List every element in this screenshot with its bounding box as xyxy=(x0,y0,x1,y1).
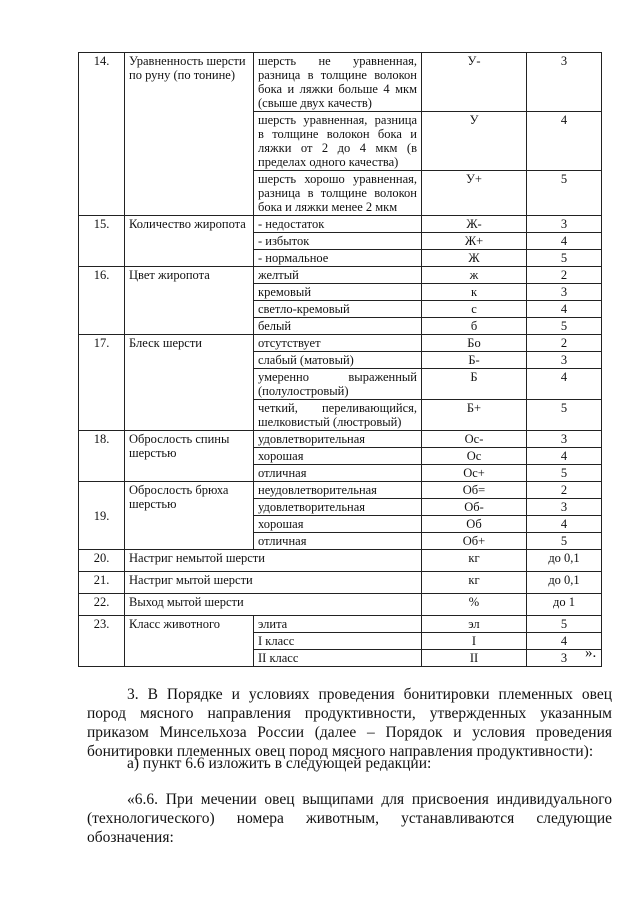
value-description: шерсть хорошо уравненная, разница в толщине волокон бока и ляжки менее 2 мкм xyxy=(254,171,422,216)
score: 3 xyxy=(527,650,602,667)
classification-table xyxy=(78,52,602,667)
value-code: Б- xyxy=(422,352,527,369)
value-code: Бо xyxy=(422,335,527,352)
value-description: I класс xyxy=(254,633,422,650)
value-code: Б+ xyxy=(422,400,527,431)
value-description: четкий, переливающийся, шелковистый (люстровый) xyxy=(254,400,422,431)
value-code: Ж+ xyxy=(422,233,527,250)
paragraph-3: 3. В Порядке и условиях проведения бонитировки племенных овец пород мясного направления продуктивности, утвержденных указанным приказом Минсельхоза России (далее – Порядок и условия проведения бонитировки племенных овец пород мясного направления продуктивности): xyxy=(87,686,612,760)
value-description: отличная xyxy=(254,465,422,482)
table-row xyxy=(79,335,602,352)
value-description: отсутствует xyxy=(254,335,422,352)
score: 2 xyxy=(527,267,602,284)
score: 5 xyxy=(527,318,602,335)
table-row xyxy=(79,53,602,112)
score: 2 xyxy=(527,482,602,499)
paragraph-a: а) пункт 6.6 изложить в следующей редакции: xyxy=(127,755,432,772)
parameter-name: Количество жиропота xyxy=(125,216,254,267)
value-code: У+ xyxy=(422,171,527,216)
row-number: 15. xyxy=(79,216,125,267)
score: 2 xyxy=(527,335,602,352)
value-code: с xyxy=(422,301,527,318)
parameter-name: Уравненность шерсти по руну (по тонине) xyxy=(125,53,254,216)
value-description: белый xyxy=(254,318,422,335)
row-number: 14. xyxy=(79,53,125,216)
value-description: удовлетворительная xyxy=(254,431,422,448)
value-code: II xyxy=(422,650,527,667)
parameter-name: Блеск шерсти xyxy=(125,335,254,431)
parameter-name: Настриг немытой шерсти xyxy=(125,550,422,572)
value-description: - избыток xyxy=(254,233,422,250)
value-description: удовлетворительная xyxy=(254,499,422,516)
value-description: слабый (матовый) xyxy=(254,352,422,369)
table-row xyxy=(79,550,602,572)
score: 3 xyxy=(527,499,602,516)
value-code: Ос xyxy=(422,448,527,465)
paragraph-6-6: «6.6. При мечении овец выщипами для присвоения индивидуального (технологического) номера животным, устанавливаются следующие обозначения: xyxy=(87,791,612,846)
score: 5 xyxy=(527,616,602,633)
value-code: эл xyxy=(422,616,527,633)
score: 5 xyxy=(527,465,602,482)
value-description: умеренно выраженный (полулостровый) xyxy=(254,369,422,400)
value-description: неудовлетворительная xyxy=(254,482,422,499)
row-number: 22. xyxy=(79,594,125,616)
table-row xyxy=(79,216,602,233)
row-number: 20. xyxy=(79,550,125,572)
value-code: к xyxy=(422,284,527,301)
table-row xyxy=(79,431,602,448)
score: 5 xyxy=(527,400,602,431)
score: до 1 xyxy=(527,594,602,616)
score: 3 xyxy=(527,352,602,369)
score: 3 xyxy=(527,431,602,448)
row-number: 17. xyxy=(79,335,125,431)
score: 4 xyxy=(527,301,602,318)
value-code: ж xyxy=(422,267,527,284)
value-description: отличная xyxy=(254,533,422,550)
value-code: Об+ xyxy=(422,533,527,550)
score: 3 xyxy=(527,284,602,301)
table-row xyxy=(79,594,602,616)
value-description: II класс xyxy=(254,650,422,667)
value-code: Б xyxy=(422,369,527,400)
value-code: Ж xyxy=(422,250,527,267)
value-description: - нормальное xyxy=(254,250,422,267)
value-code: кг xyxy=(422,572,527,594)
value-code: Об xyxy=(422,516,527,533)
score: до 0,1 xyxy=(527,550,602,572)
value-code: Ж- xyxy=(422,216,527,233)
value-description: хорошая xyxy=(254,448,422,465)
row-number: 18. xyxy=(79,431,125,482)
parameter-name: Настриг мытой шерсти xyxy=(125,572,422,594)
value-code: б xyxy=(422,318,527,335)
score: 4 xyxy=(527,369,602,400)
value-description: желтый xyxy=(254,267,422,284)
value-code: У xyxy=(422,112,527,171)
value-code: Об- xyxy=(422,499,527,516)
score: 4 xyxy=(527,233,602,250)
table-row xyxy=(79,267,602,284)
score: 3 xyxy=(527,53,602,112)
score: 4 xyxy=(527,633,602,650)
value-code: I xyxy=(422,633,527,650)
value-description: шерсть не уравненная, разница в толщине волокон бока и ляжки больше 4 мкм (свыше двух качеств) xyxy=(254,53,422,112)
value-description: хорошая xyxy=(254,516,422,533)
value-code: кг xyxy=(422,550,527,572)
score: 4 xyxy=(527,448,602,465)
value-code: Об= xyxy=(422,482,527,499)
score: 4 xyxy=(527,516,602,533)
parameter-name: Оброслость спины шерстью xyxy=(125,431,254,482)
table-row xyxy=(79,572,602,594)
value-code: % xyxy=(422,594,527,616)
row-number: 21. xyxy=(79,572,125,594)
score: 3 xyxy=(527,216,602,233)
score: 5 xyxy=(527,533,602,550)
value-code: У- xyxy=(422,53,527,112)
score: 4 xyxy=(527,112,602,171)
value-description: светло-кремовый xyxy=(254,301,422,318)
parameter-name: Класс животного xyxy=(125,616,254,667)
closing-quote: ». xyxy=(585,645,597,661)
value-code: Ос+ xyxy=(422,465,527,482)
table-row xyxy=(79,482,602,499)
row-number: 23. xyxy=(79,616,125,667)
parameter-name: Оброслость брюха шерстью xyxy=(125,482,254,550)
value-description: кремовый xyxy=(254,284,422,301)
row-number: 16. xyxy=(79,267,125,335)
score: 5 xyxy=(527,250,602,267)
row-number: 19. xyxy=(79,482,125,550)
score: до 0,1 xyxy=(527,572,602,594)
value-code: Ос- xyxy=(422,431,527,448)
parameter-name: Выход мытой шерсти xyxy=(125,594,422,616)
value-description: - недостаток xyxy=(254,216,422,233)
value-description: шерсть уравненная, разница в толщине волокон бока и ляжки от 2 до 4 мкм (в пределах одного качества) xyxy=(254,112,422,171)
table-body xyxy=(79,53,602,667)
value-description: элита xyxy=(254,616,422,633)
parameter-name: Цвет жиропота xyxy=(125,267,254,335)
score: 5 xyxy=(527,171,602,216)
table-row xyxy=(79,616,602,633)
